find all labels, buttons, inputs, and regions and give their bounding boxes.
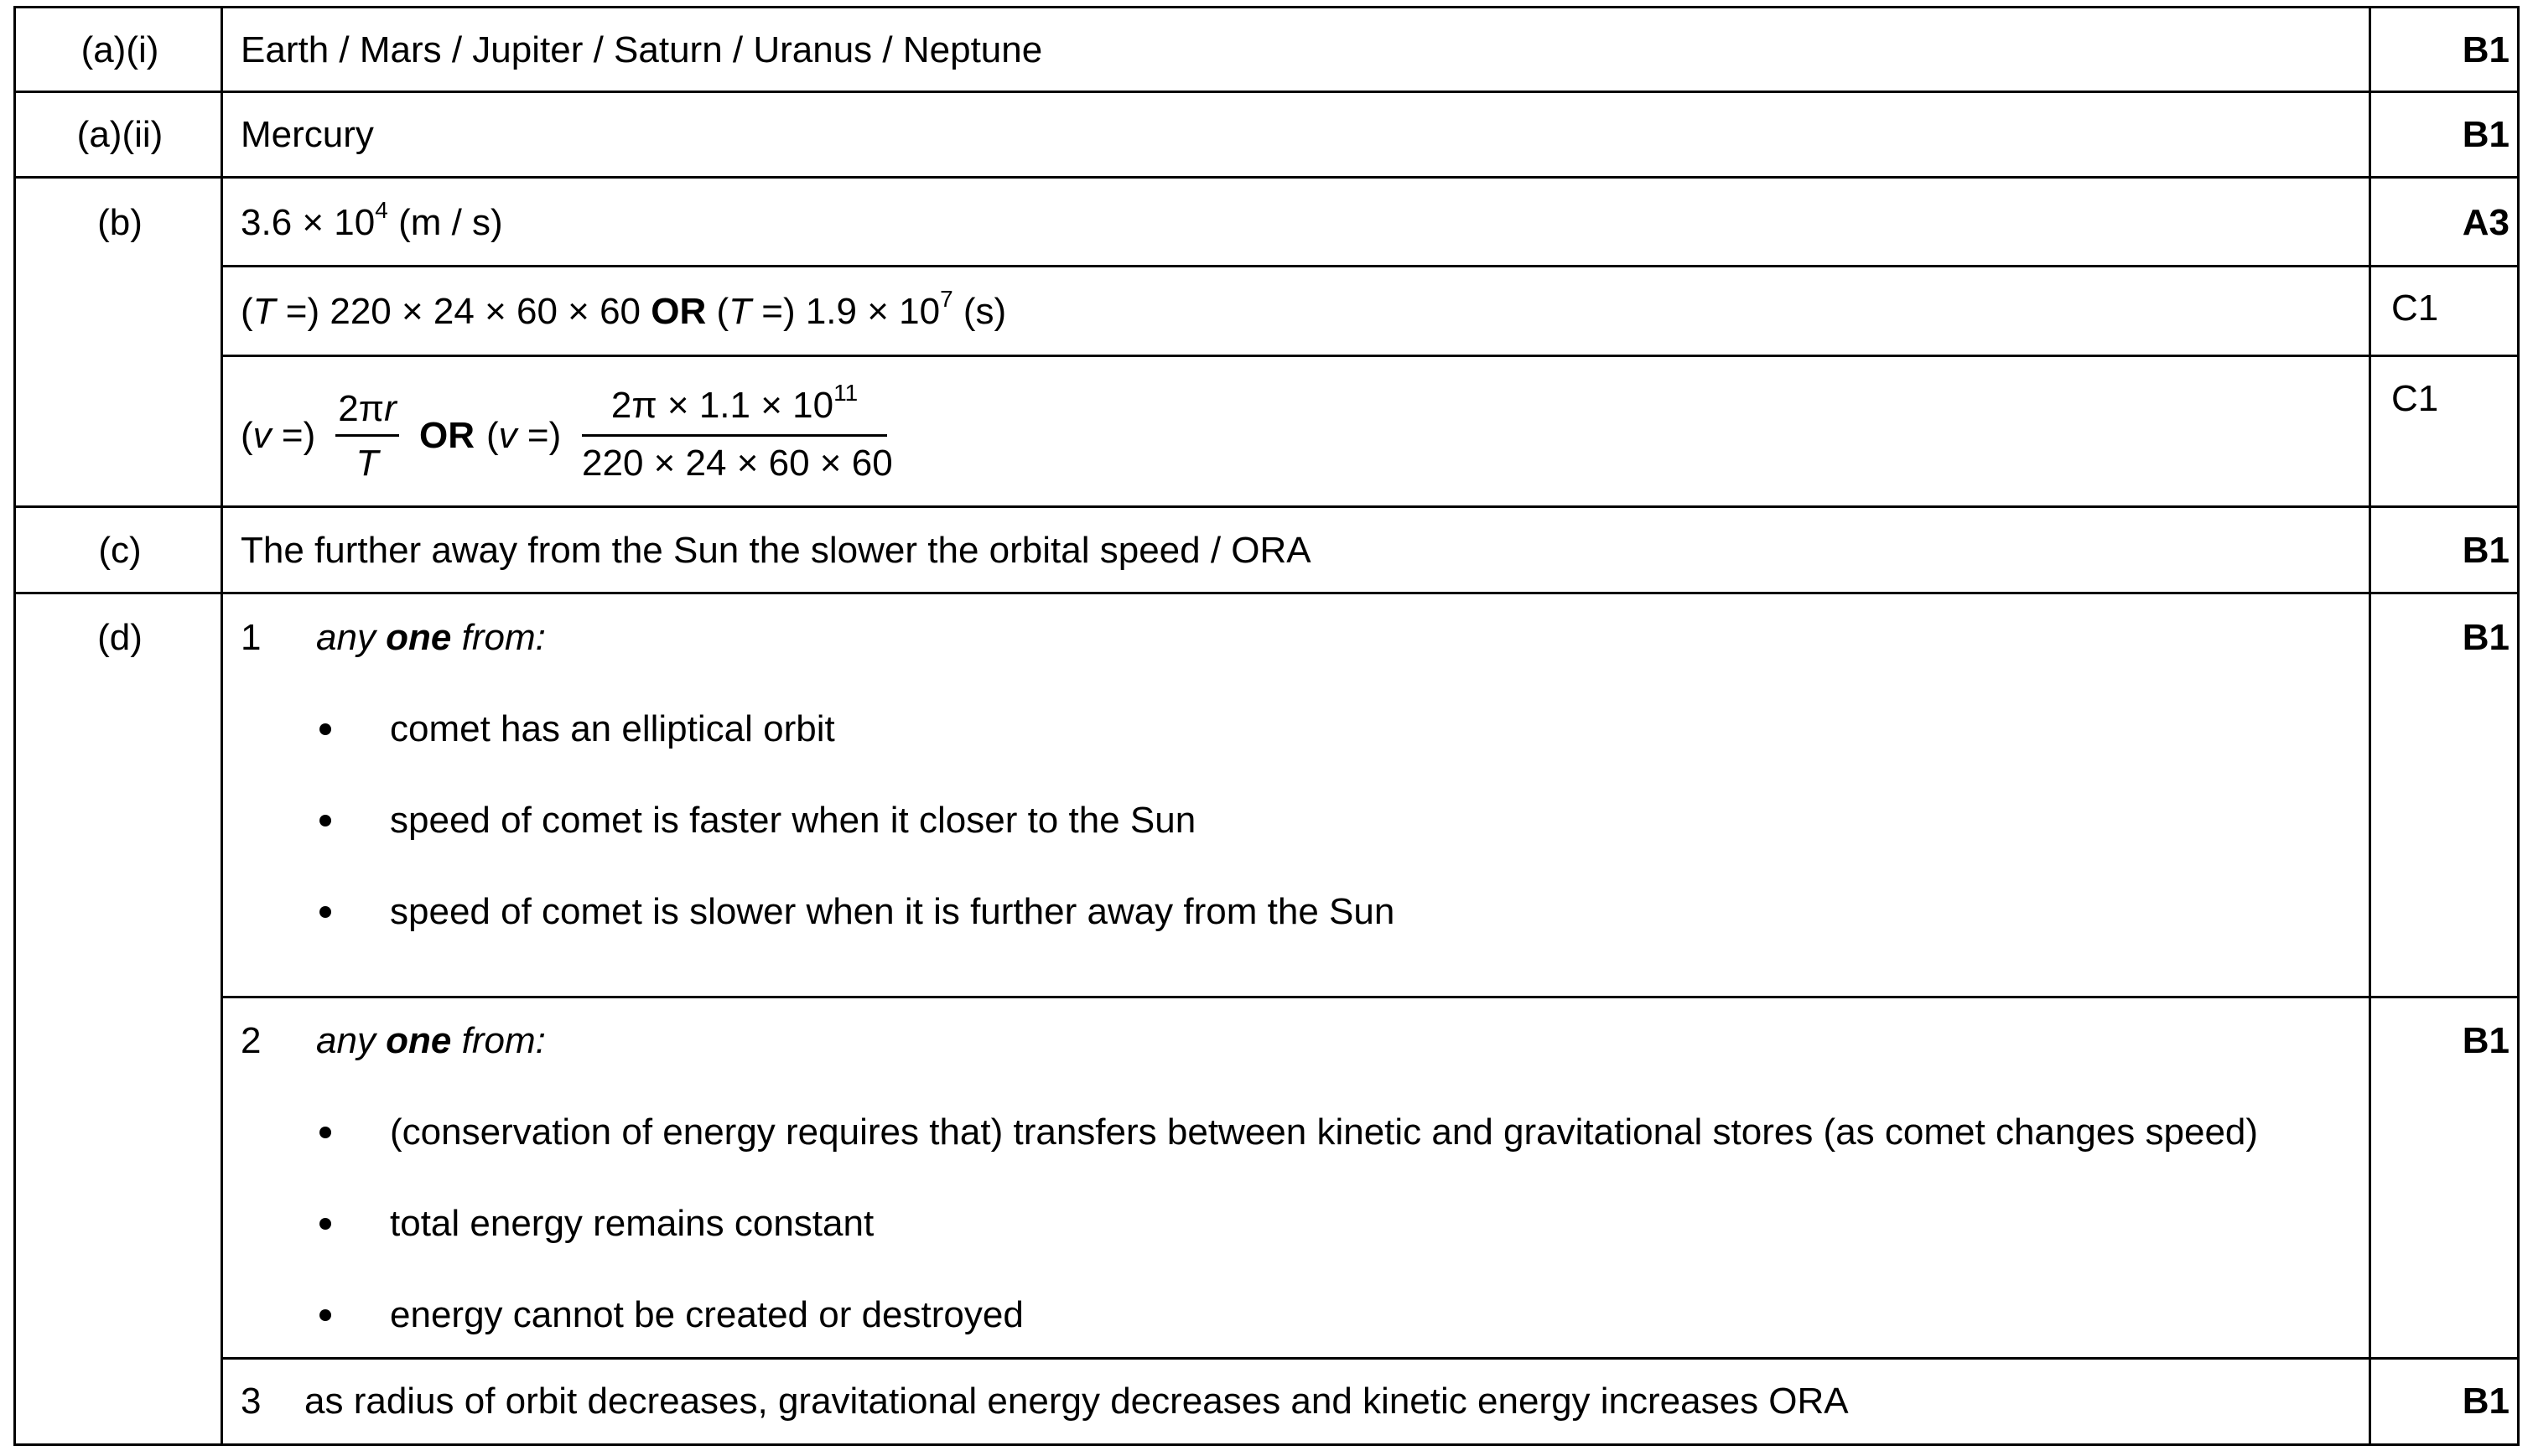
part-number: 3 (241, 1381, 262, 1422)
table-bottom-border (13, 1443, 2520, 1446)
column-divider (2369, 6, 2371, 1446)
question-number: (a)(ii) (76, 114, 164, 155)
or-keyword: OR (651, 291, 707, 332)
mark-label: C1 (2391, 378, 2439, 419)
emphasis: one (386, 617, 452, 658)
answer-text: The further away from the Sun the slower the orbital speed / ORA (241, 530, 1311, 571)
text-fragment: 2π (338, 388, 385, 429)
bullet-point (319, 723, 331, 735)
mark-label: B1 (2462, 530, 2510, 571)
mark-label: B1 (2462, 1020, 2510, 1061)
fraction-bar (335, 434, 399, 437)
row-divider (13, 505, 2520, 508)
part-number: 2 (241, 1020, 262, 1061)
question-number: (c) (98, 530, 142, 571)
text-fragment: from: (451, 617, 546, 658)
variable-v: v (498, 415, 517, 456)
part-lead (316, 616, 546, 660)
or-keyword: OR (419, 415, 475, 456)
answer-text: Earth / Mars / Jupiter / Saturn / Uranus / Neptune (241, 29, 1043, 70)
question-number: (b) (97, 202, 143, 243)
row-divider (13, 176, 2520, 179)
mark-label: B1 (2462, 114, 2510, 155)
question-number: (a)(i) (80, 29, 159, 70)
bullet-point (319, 815, 331, 826)
row-divider (13, 91, 2520, 93)
part-lead (316, 1019, 546, 1063)
text-fragment: =) 220 × 24 × 60 × 60 (275, 291, 651, 332)
variable-t: T (252, 291, 276, 332)
bullet-text: speed of comet is slower when it is further away from the Sun (390, 891, 1395, 932)
text-fragment: ( (706, 291, 729, 332)
variable-v: v (252, 415, 272, 456)
subrow-divider (221, 1357, 2520, 1360)
bullet-text: speed of comet is faster when it closer to the Sun (390, 800, 1196, 841)
mark-label: B1 (2462, 29, 2510, 70)
text-fragment: =) 1.9 × 10 (751, 291, 941, 332)
text-fragment: ( (241, 291, 253, 332)
variable-r: r (384, 388, 397, 429)
text-fragment: from: (451, 1020, 546, 1061)
subrow-divider (221, 265, 2520, 267)
bullet-point (319, 1127, 331, 1138)
part-text: as radius of orbit decreases, gravitational energy decreases and kinetic energy increases ORA (304, 1381, 1849, 1422)
question-number: (d) (97, 617, 143, 658)
text-fragment: any (316, 1020, 387, 1061)
subrow-divider (221, 355, 2520, 357)
table-top-border (13, 6, 2520, 8)
text-fragment: 2π × 1.1 × 10 (610, 385, 834, 426)
fraction-denominator: T (356, 443, 379, 484)
text-fragment: any (316, 617, 387, 658)
bullet-text: energy cannot be created or destroyed (390, 1294, 1024, 1335)
text-fragment: ( (241, 415, 253, 456)
bullet-text: total energy remains constant (390, 1203, 875, 1244)
mark-label: B1 (2462, 1381, 2510, 1422)
bullet-text: comet has an elliptical orbit (390, 708, 835, 749)
text-fragment: ( (486, 415, 499, 456)
answer-unit: (m / s) (387, 202, 503, 243)
speed-formula-prefix (486, 414, 561, 458)
exponent: 7 (940, 286, 953, 313)
text-fragment: =) (516, 415, 562, 456)
fraction-numerator (335, 387, 399, 431)
answer-text: Mercury (241, 114, 374, 155)
fraction-denominator: 220 × 24 × 60 × 60 (582, 443, 893, 484)
text-fragment: =) (271, 415, 316, 456)
fraction-numerator (582, 380, 887, 427)
answer-text (241, 197, 503, 245)
row-divider (13, 592, 2520, 594)
mark-label: B1 (2462, 617, 2510, 658)
fraction-bar (582, 434, 887, 437)
part-number: 1 (241, 617, 262, 658)
period-working (241, 286, 1007, 334)
mark-label: A3 (2462, 202, 2510, 243)
table-right-border (2517, 6, 2520, 1446)
emphasis: one (386, 1020, 452, 1061)
bullet-point (319, 1309, 331, 1321)
text-fragment: (s) (952, 291, 1007, 332)
variable-t: T (729, 291, 752, 332)
mark-label: C1 (2391, 288, 2439, 329)
exponent: 11 (833, 380, 859, 407)
bullet-point (319, 906, 331, 918)
bullet-text: (conservation of energy requires that) transfers between kinetic and gravitational stores (as comet changes speed) (390, 1111, 2259, 1153)
answer-value: 3.6 × 10 (241, 202, 376, 243)
speed-formula-prefix (241, 414, 315, 458)
answer-exponent: 4 (375, 197, 388, 224)
subrow-divider (221, 996, 2520, 998)
bullet-point (319, 1218, 331, 1230)
